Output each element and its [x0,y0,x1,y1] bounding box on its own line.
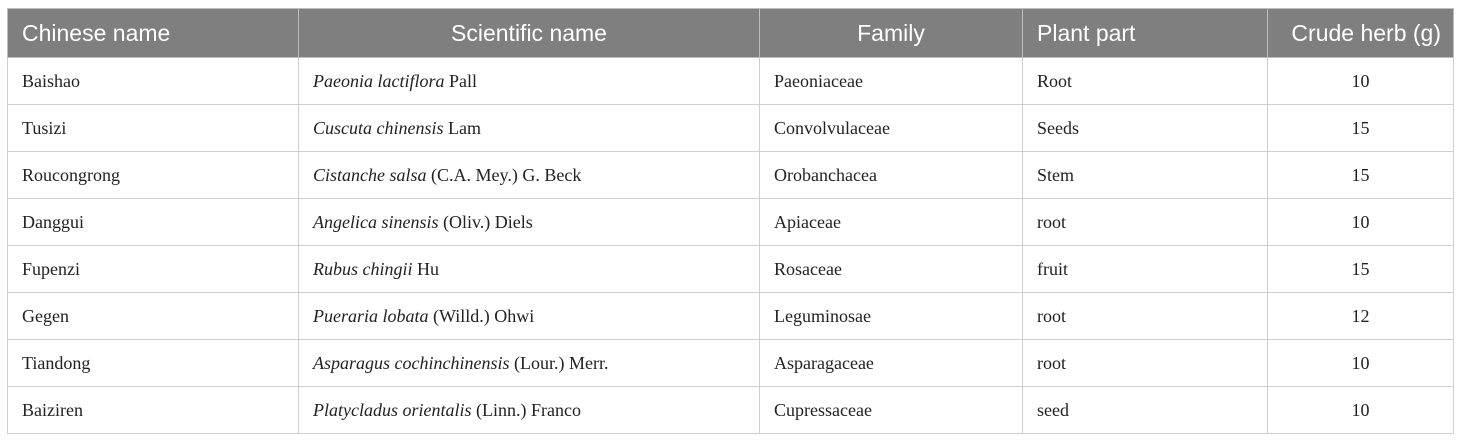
table-body [8,58,1454,434]
header-row [8,9,1454,58]
cell-crude-herb: 12 [1268,293,1454,340]
cell-family: Convolvulaceae [760,105,1023,152]
cell-crude-herb: 10 [1268,199,1454,246]
cell-chinese-name: Roucongrong [8,152,299,199]
cell-family: Asparagaceae [760,340,1023,387]
cell-chinese-name: Fupenzi [8,246,299,293]
table-row [8,387,1454,434]
table-row [8,152,1454,199]
table-row [8,105,1454,152]
scientific-binomial: Pueraria lobata [313,305,429,326]
cell-chinese-name: Tiandong [8,340,299,387]
cell-chinese-name: Baiziren [8,387,299,434]
cell-plant-part: Seeds [1023,105,1268,152]
cell-plant-part: seed [1023,387,1268,434]
scientific-binomial: Platycladus orientalis [313,399,472,420]
cell-crude-herb: 10 [1268,58,1454,105]
cell-chinese-name: Baishao [8,58,299,105]
header-family: Family [760,9,1023,58]
table-row [8,199,1454,246]
cell-plant-part: root [1023,340,1268,387]
herb-composition-table [7,8,1454,434]
cell-plant-part: Root [1023,58,1268,105]
cell-scientific-name [299,199,760,246]
cell-crude-herb: 10 [1268,340,1454,387]
table-row [8,340,1454,387]
scientific-binomial: Cistanche salsa [313,164,427,185]
table-row [8,293,1454,340]
scientific-binomial: Paeonia lactiflora [313,70,445,91]
scientific-authority: Hu [412,258,439,279]
table-row [8,246,1454,293]
cell-scientific-name [299,58,760,105]
cell-plant-part: root [1023,199,1268,246]
cell-plant-part: root [1023,293,1268,340]
herb-table-container [7,8,1453,434]
scientific-binomial: Asparagus cochinchinensis [313,352,510,373]
scientific-authority: (Lour.) Merr. [509,352,609,373]
scientific-authority: (Willd.) Ohwi [428,305,535,326]
cell-family: Cupressaceae [760,387,1023,434]
cell-crude-herb: 15 [1268,246,1454,293]
cell-crude-herb: 10 [1268,387,1454,434]
cell-chinese-name: Gegen [8,293,299,340]
cell-scientific-name [299,387,760,434]
cell-scientific-name [299,293,760,340]
cell-scientific-name [299,152,760,199]
scientific-binomial: Rubus chingii [313,258,413,279]
table-header [8,9,1454,58]
cell-family: Apiaceae [760,199,1023,246]
cell-family: Paeoniaceae [760,58,1023,105]
scientific-binomial: Angelica sinensis [313,211,439,232]
scientific-authority: (Linn.) Franco [471,399,581,420]
cell-crude-herb: 15 [1268,105,1454,152]
cell-scientific-name [299,246,760,293]
cell-chinese-name: Danggui [8,199,299,246]
cell-plant-part: Stem [1023,152,1268,199]
scientific-binomial: Cuscuta chinensis [313,117,444,138]
scientific-authority: (Oliv.) Diels [438,211,533,232]
cell-scientific-name [299,340,760,387]
header-chinese-name: Chinese name [8,9,299,58]
cell-family: Rosaceae [760,246,1023,293]
scientific-authority: Pall [444,70,477,91]
header-crude-herb: Crude herb (g) [1268,9,1454,58]
cell-crude-herb: 15 [1268,152,1454,199]
cell-family: Orobanchacea [760,152,1023,199]
header-scientific-name: Scientific name [299,9,760,58]
table-row [8,58,1454,105]
scientific-authority: Lam [443,117,481,138]
cell-chinese-name: Tusizi [8,105,299,152]
cell-scientific-name [299,105,760,152]
header-plant-part: Plant part [1023,9,1268,58]
cell-plant-part: fruit [1023,246,1268,293]
cell-family: Leguminosae [760,293,1023,340]
scientific-authority: (C.A. Mey.) G. Beck [426,164,582,185]
